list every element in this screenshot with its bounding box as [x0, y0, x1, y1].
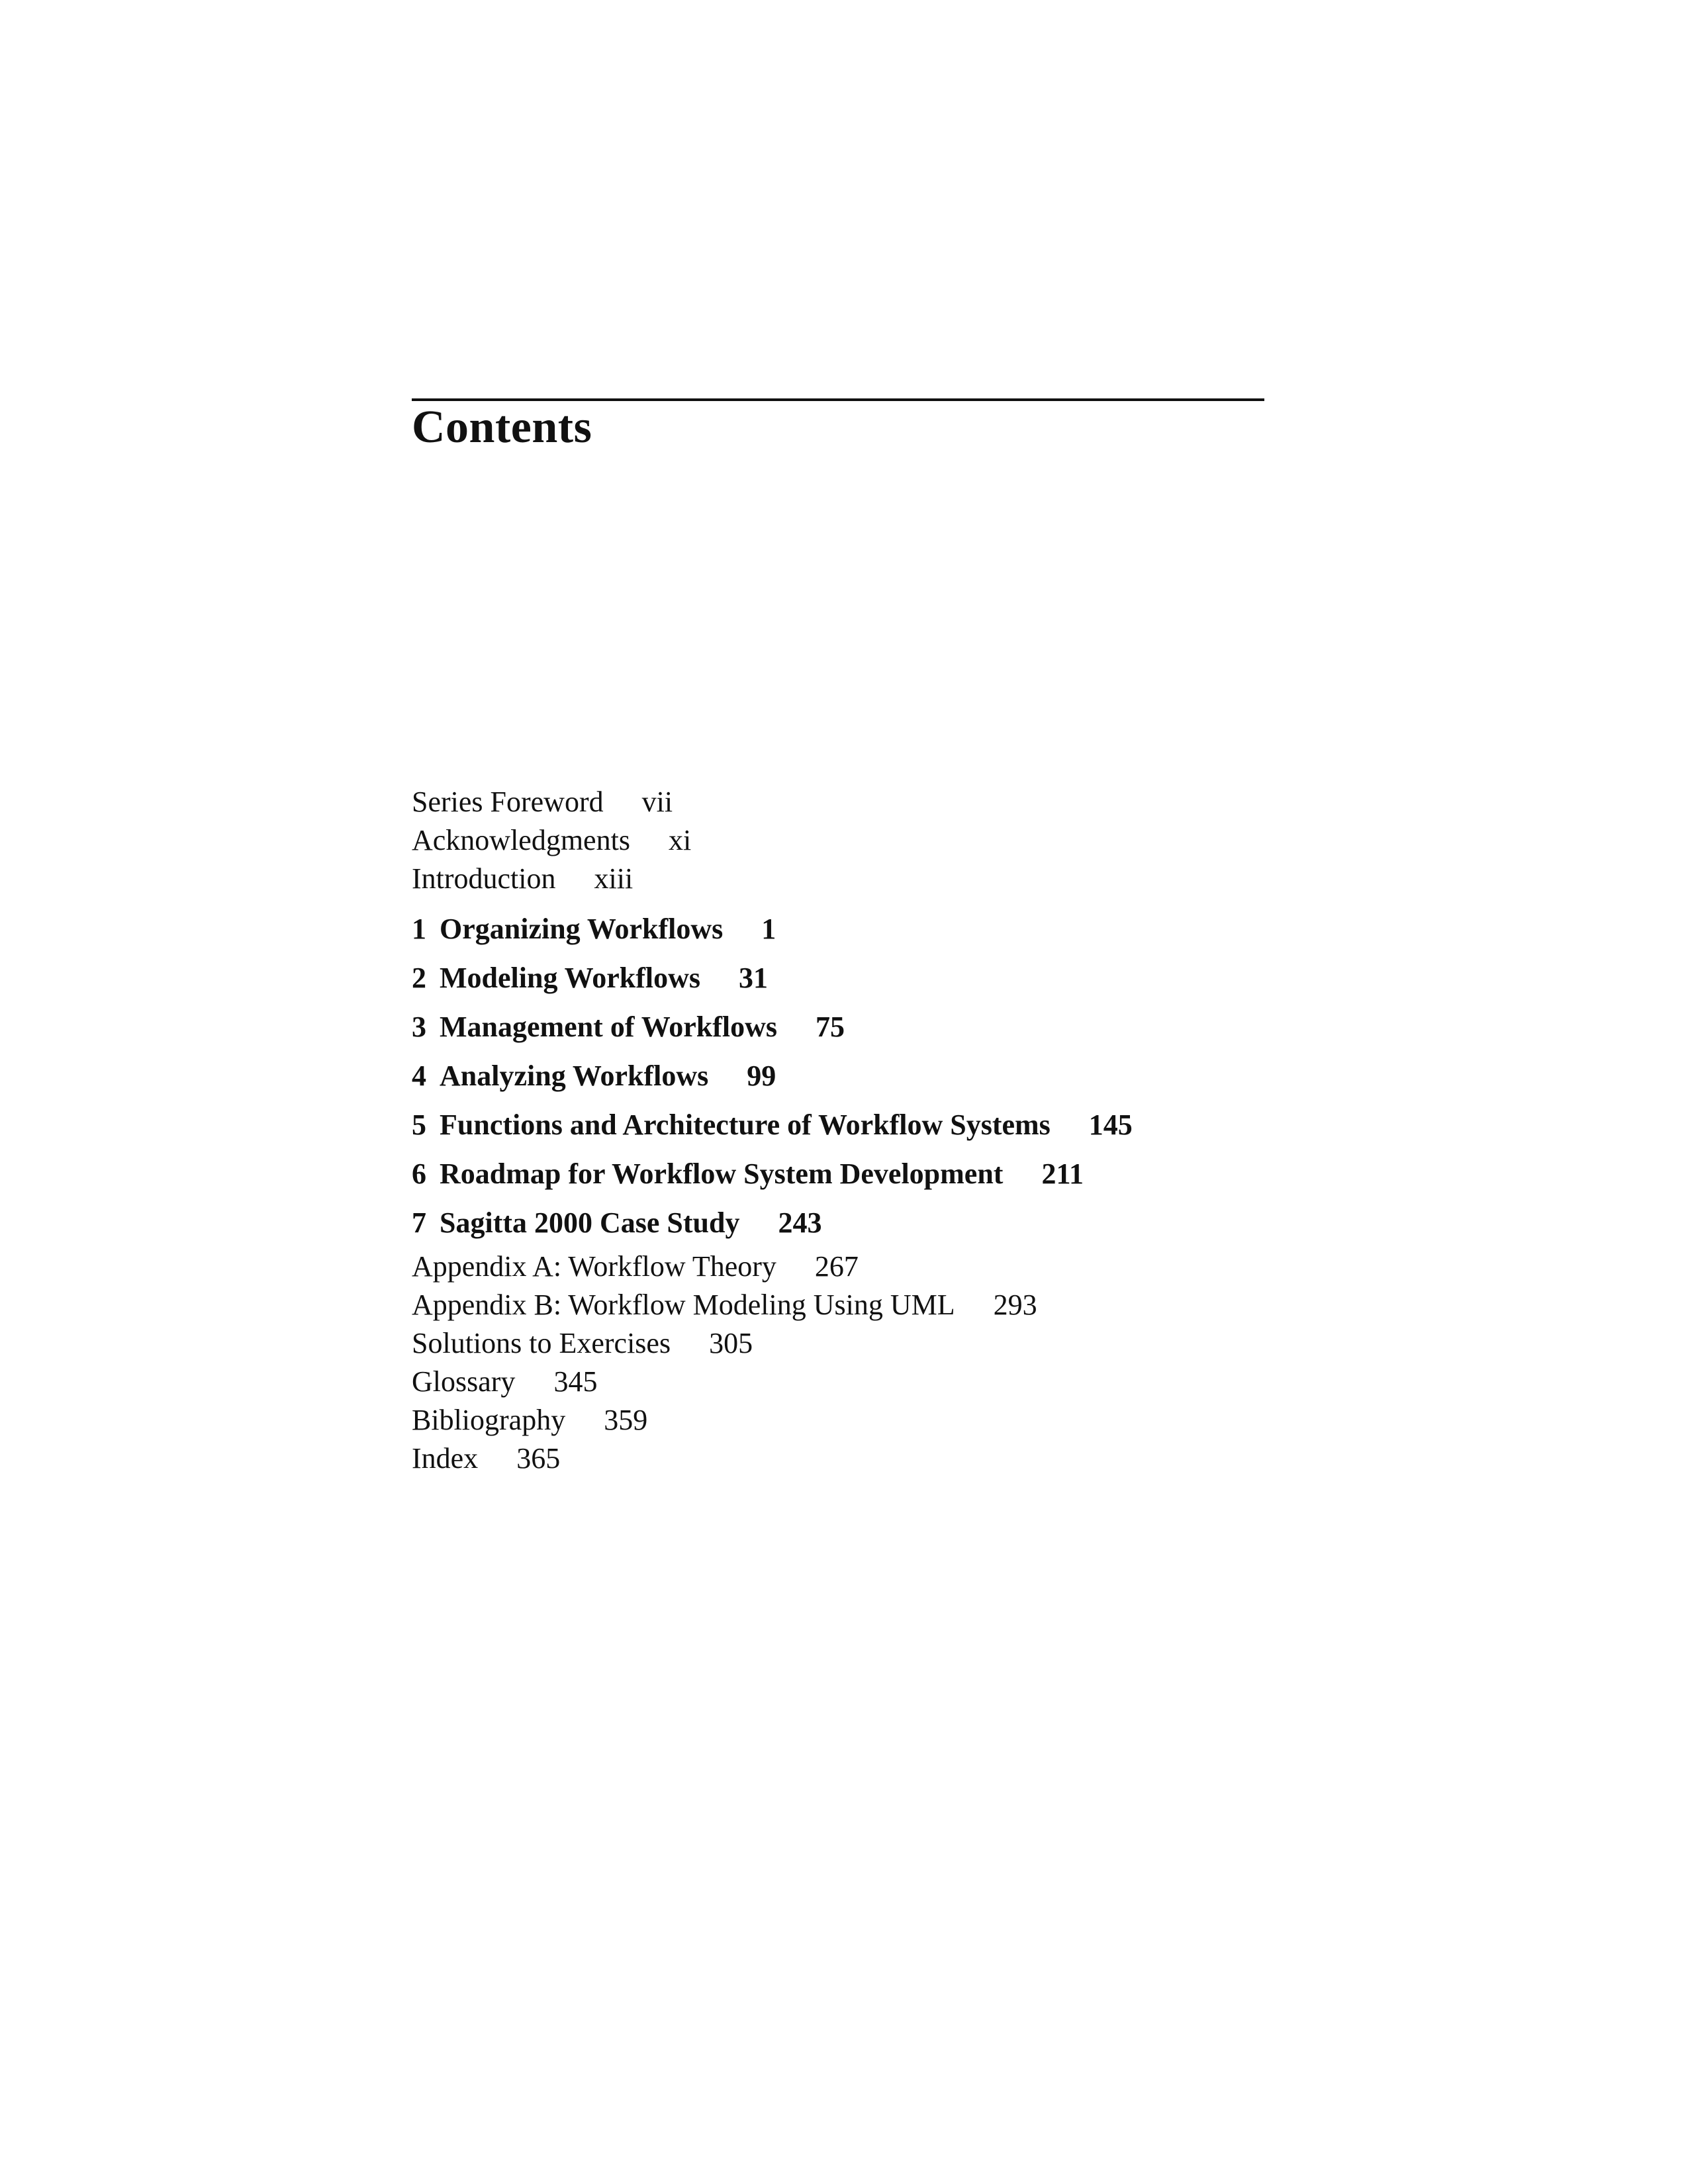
chapter-page: 145	[1088, 1109, 1133, 1141]
toc-entry-label: Index	[412, 1442, 479, 1475]
chapter-number: 2	[412, 962, 426, 994]
chapter-number: 7	[412, 1206, 426, 1239]
toc-entry-chapter-2[interactable]	[412, 954, 1338, 1003]
chapter-title: Sagitta 2000 Case Study	[440, 1206, 740, 1239]
chapter-title: Modeling Workflows	[440, 962, 701, 994]
chapter-page: 99	[747, 1060, 776, 1092]
toc-entry-series-foreword[interactable]	[412, 783, 1338, 821]
back-matter-list	[412, 1248, 1338, 1478]
toc-entry-page: 345	[553, 1365, 598, 1398]
toc-entry-page: 365	[516, 1442, 561, 1475]
front-matter-list	[412, 783, 1338, 898]
chapter-list	[412, 905, 1338, 1248]
toc-entry-label: Glossary	[412, 1365, 516, 1398]
toc-entry-chapter-6[interactable]	[412, 1150, 1338, 1199]
toc-entry-label: Series Foreword	[412, 786, 604, 818]
table-of-contents	[412, 783, 1338, 1478]
chapter-title: Analyzing Workflows	[440, 1060, 709, 1092]
toc-entry-page: 293	[993, 1289, 1037, 1321]
chapter-page: 75	[816, 1011, 845, 1043]
toc-entry-label: Introduction	[412, 862, 556, 895]
toc-entry-chapter-3[interactable]	[412, 1003, 1338, 1052]
toc-entry-page: xiii	[594, 862, 633, 895]
toc-entry-label: Acknowledgments	[412, 824, 630, 856]
chapter-title: Organizing Workflows	[440, 913, 724, 945]
toc-entry-page: 359	[604, 1404, 648, 1436]
chapter-title: Management of Workflows	[440, 1011, 778, 1043]
toc-entry-appendix-b[interactable]	[412, 1286, 1338, 1324]
chapter-page: 31	[739, 962, 769, 994]
toc-entry-page: 305	[709, 1327, 753, 1359]
chapter-title: Functions and Architecture of Workflow Systems	[440, 1109, 1051, 1141]
toc-entry-chapter-4[interactable]	[412, 1052, 1338, 1101]
chapter-page: 1	[761, 913, 776, 945]
chapter-page: 211	[1041, 1158, 1084, 1190]
toc-entry-page: vii	[641, 786, 673, 818]
chapter-page: 243	[778, 1206, 822, 1239]
toc-entry-label: Appendix A: Workflow Theory	[412, 1250, 776, 1283]
toc-entry-glossary[interactable]	[412, 1363, 1338, 1401]
toc-entry-label: Bibliography	[412, 1404, 566, 1436]
toc-entry-chapter-1[interactable]	[412, 905, 1338, 954]
page-title: Contents	[412, 402, 592, 453]
chapter-number: 5	[412, 1109, 426, 1141]
toc-entry-introduction[interactable]	[412, 860, 1338, 898]
toc-entry-label: Solutions to Exercises	[412, 1327, 671, 1359]
toc-entry-page: 267	[814, 1250, 859, 1283]
chapter-number: 1	[412, 913, 426, 945]
toc-entry-chapter-5[interactable]	[412, 1101, 1338, 1150]
toc-entry-index[interactable]	[412, 1439, 1338, 1478]
toc-entry-acknowledgments[interactable]	[412, 821, 1338, 860]
toc-entry-page: xi	[668, 824, 692, 856]
chapter-number: 6	[412, 1158, 426, 1190]
toc-entry-label: Appendix B: Workflow Modeling Using UML	[412, 1289, 955, 1321]
toc-entry-appendix-a[interactable]	[412, 1248, 1338, 1286]
toc-entry-bibliography[interactable]	[412, 1401, 1338, 1439]
toc-entry-solutions[interactable]	[412, 1324, 1338, 1363]
chapter-number: 4	[412, 1060, 426, 1092]
chapter-title: Roadmap for Workflow System Development	[440, 1158, 1004, 1190]
chapter-number: 3	[412, 1011, 426, 1043]
toc-entry-chapter-7[interactable]	[412, 1199, 1338, 1248]
